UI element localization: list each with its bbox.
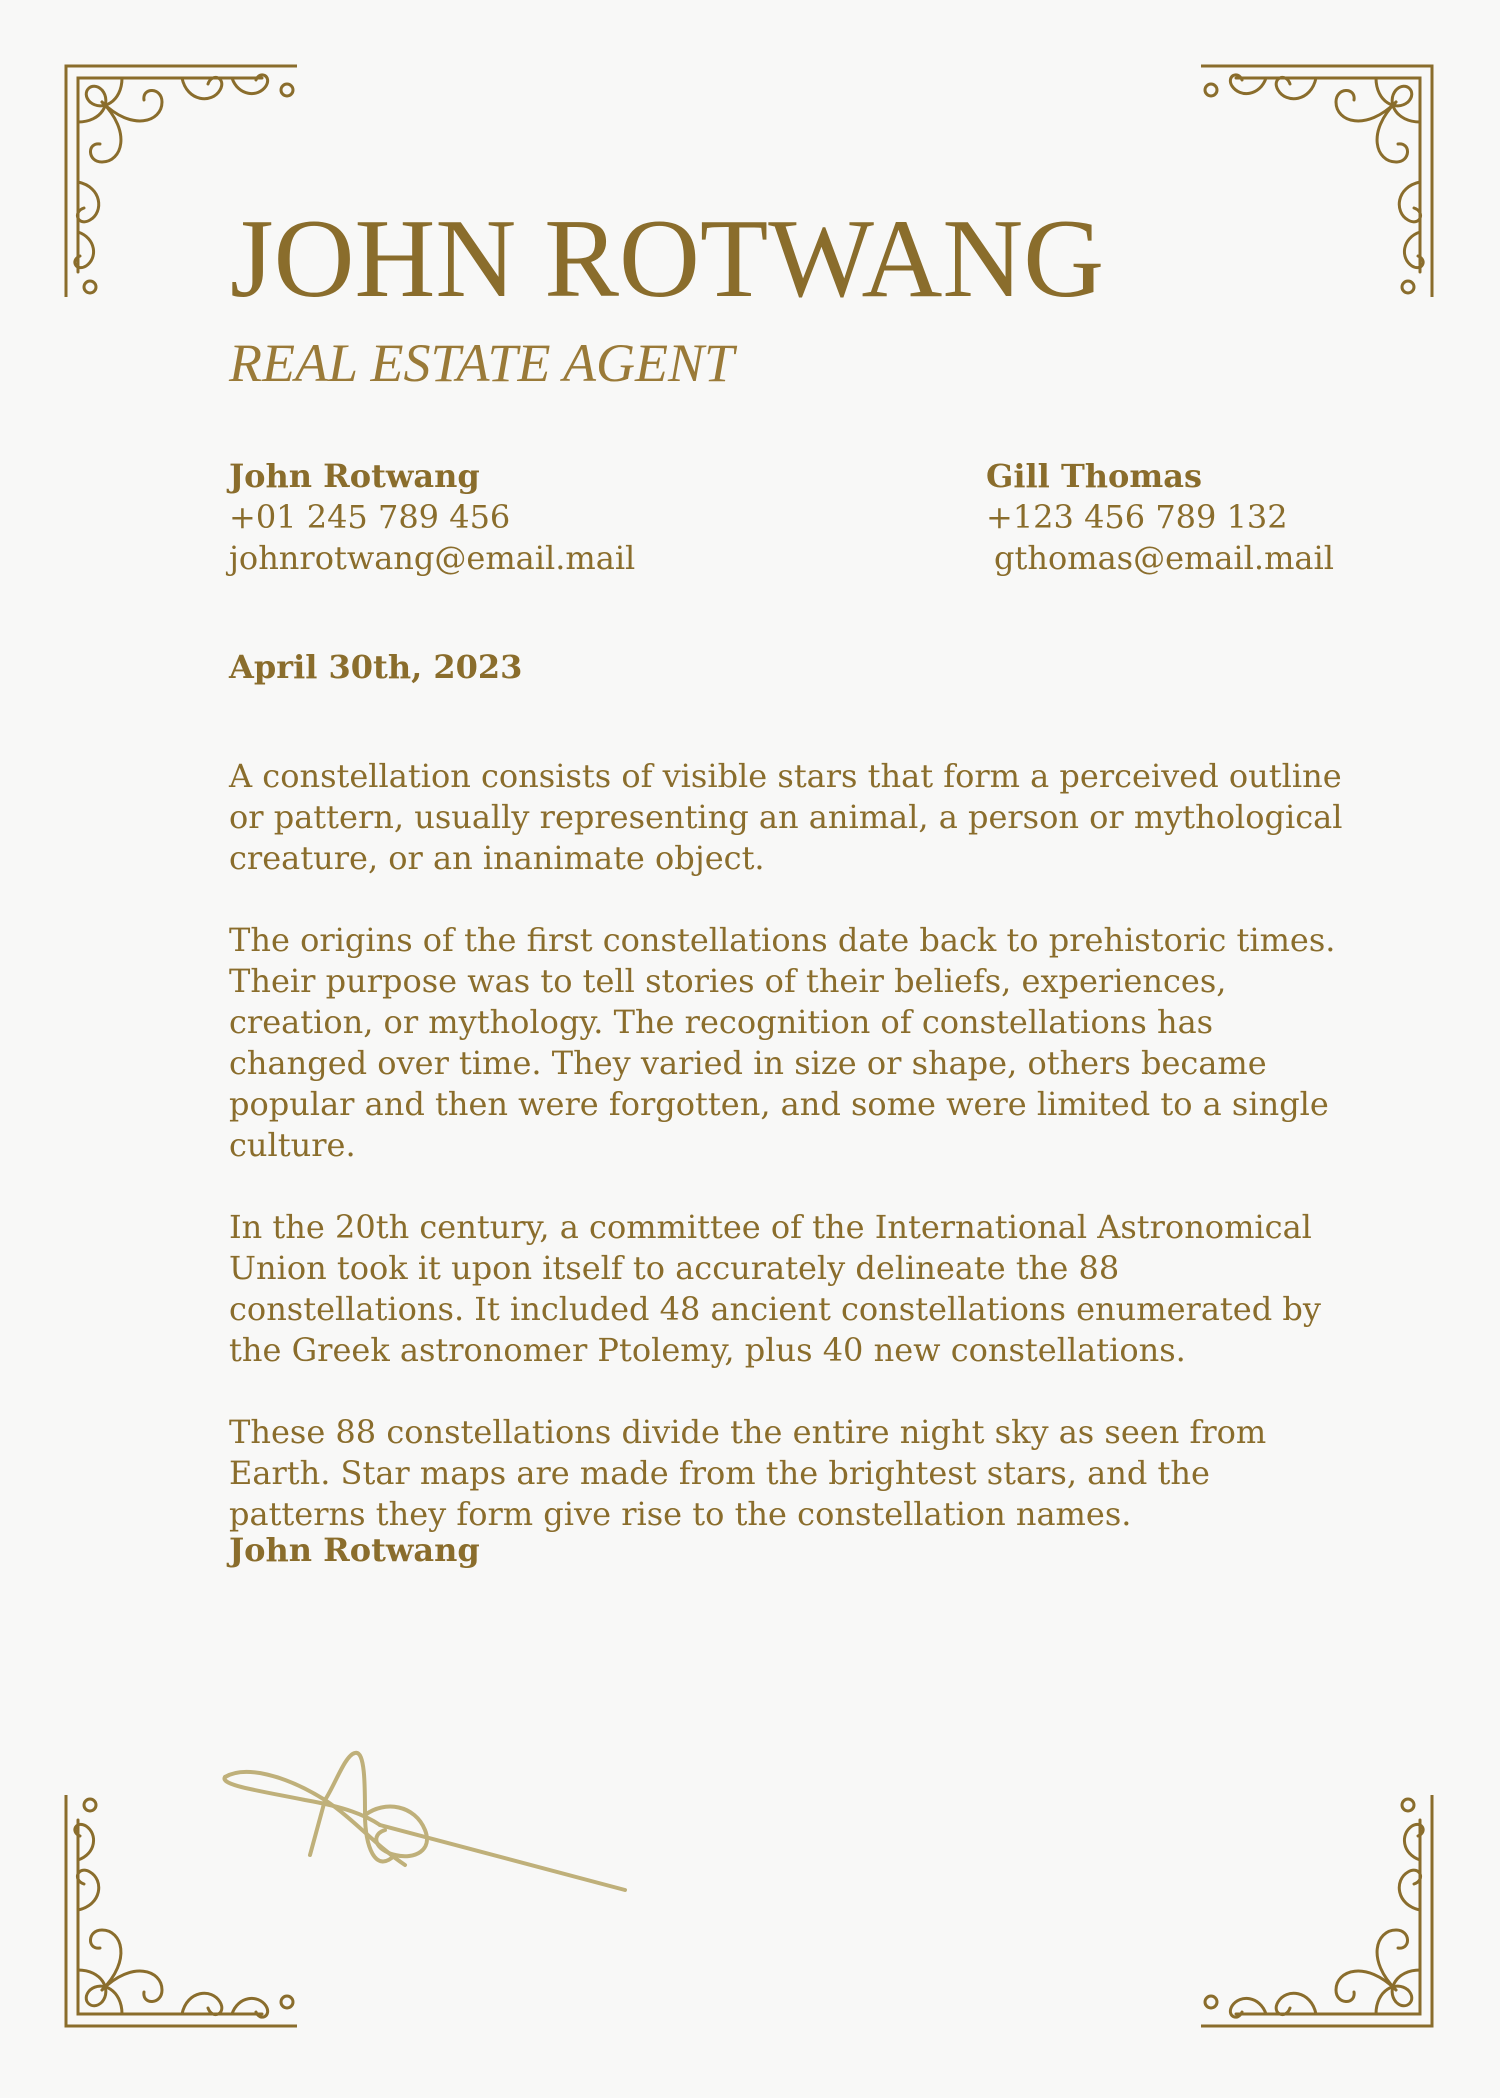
body-paragraph: A constellation consists of visible stars that form a perceived outline or pattern, usually representing an animal, a person or mythological creature, or an inanimate object. [229, 757, 1343, 877]
body-paragraph: The origins of the first constellations date back to prehistoric times. Their purpose was to tell stories of their beliefs, experiences, creation, or mythology. The recognition of constellations has changed over time. They varied in size or shape, others became popular and then were forgotten, and some were limited to a single culture. [229, 921, 1336, 1164]
recipient-name: Gill Thomas [986, 457, 1202, 495]
letter-date: April 30th, 2023 [229, 648, 523, 686]
sender-email: johnrotwang@email.mail [229, 539, 636, 577]
page-title: JOHN ROTWANG [230, 197, 1105, 321]
recipient-contact-block [986, 456, 1334, 579]
recipient-email: gthomas@email.mail [994, 539, 1334, 577]
corner-ornament-top-right [1201, 62, 1436, 297]
sender-name: John Rotwang [229, 457, 480, 495]
signoff-name: John Rotwang [229, 1531, 480, 1569]
sender-phone: +01 245 789 456 [229, 498, 511, 536]
job-title: REAL ESTATE AGENT [229, 333, 735, 393]
body-paragraph: In the 20th century, a committee of the International Astronomical Union took it upon itself to accurately delineate the 88 constellations. It included 48 ancient constellations enumerated by the Greek astronomer Ptolemy, plus 40 new constellations. [229, 1208, 1321, 1369]
corner-ornament-bottom-right [1201, 1795, 1436, 2030]
signature-image [215, 1745, 635, 1905]
sender-contact-block [229, 456, 635, 579]
letter-body [229, 756, 1349, 1576]
recipient-phone: +123 456 789 132 [986, 498, 1288, 536]
body-paragraph: These 88 constellations divide the entire night sky as seen from Earth. Star maps are made from the brightest stars, and the patterns they form give rise to the constellation names. [229, 1413, 1267, 1533]
